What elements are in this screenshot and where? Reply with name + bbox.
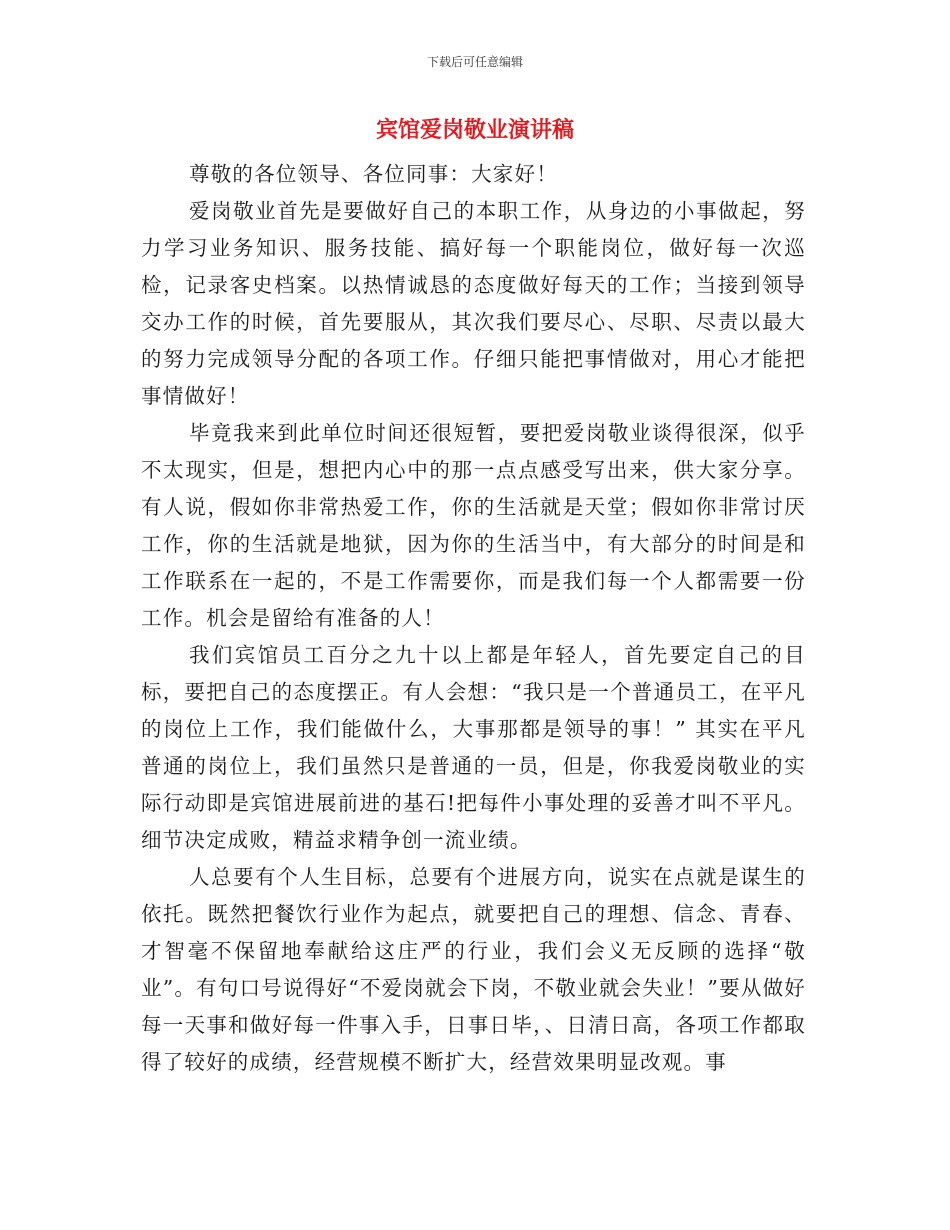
document-body: [141, 156, 806, 1081]
paragraph-3: 我们宾馆员工百分之九十以上都是年轻人，首先要定自己的目标，要把自己的态度摆正。有人会想：“我只是一个普通员工，在平凡的岗位上工作，我们能做什么，大事那都是领导的事！” 其实在平凡普通的岗位上，我们虽然只是普通的一员，但是，你我爱岗敬业的实际行动即是宾馆进展前进的基石!把每件小事处理的妥善才叫不平凡。细节决定成败，精益求精争创一流业绩。: [141, 643, 806, 852]
page-header: 下载后可任意编辑: [426, 55, 523, 69]
paragraph-2: 毕竟我来到此单位时间还很短暂，要把爱岗敬业谈得很深，似乎不太现实，但是，想把内心中的那一点点感受写出来，供大家分享。有人说，假如你非常热爱工作，你的生活就是天堂；假如你非常讨厌工作，你的生活就是地狱，因为你的生活当中，有大部分的时间是和工作联系在一起的，不是工作需要你，而是我们每一个人都需要一份工作。机会是留给有准备的人！: [141, 421, 806, 630]
document-title: 宾馆爱岗敬业演讲稿: [375, 117, 574, 143]
paragraph-greeting: 尊敬的各位领导、各位同事：大家好！: [189, 162, 558, 186]
paragraph-1: 爱岗敬业首先是要做好自己的本职工作，从身边的小事做起，努力学习业务知识、服务技能、搞好每一个职能岗位，做好每一次巡检，记录客史档案。以热情诚恳的态度做好每天的工作；当接到领导交办工作的时候，首先要服从，其次我们要尽心、尽职、尽责以最大的努力完成领导分配的各项工作。仔细只能把事情做对，用心才能把事情做好！: [141, 199, 806, 408]
paragraph-4: 人总要有个人生目标，总要有个进展方向，说实在点就是谋生的依托。既然把餐饮行业作为起点，就要把自己的理想、信念、青春、才智毫不保留地奉献给这庄严的行业，我们会义无反顾的选择“敬业”。有句口号说得好“不爱岗就会下岗，不敬业就会失业！”要从做好每一天事和做好每一件事入手，日事日毕，、日清日高，各项工作都取得了较好的成绩，经营规模不断扩大，经营效果明显改观。事: [141, 865, 806, 1074]
